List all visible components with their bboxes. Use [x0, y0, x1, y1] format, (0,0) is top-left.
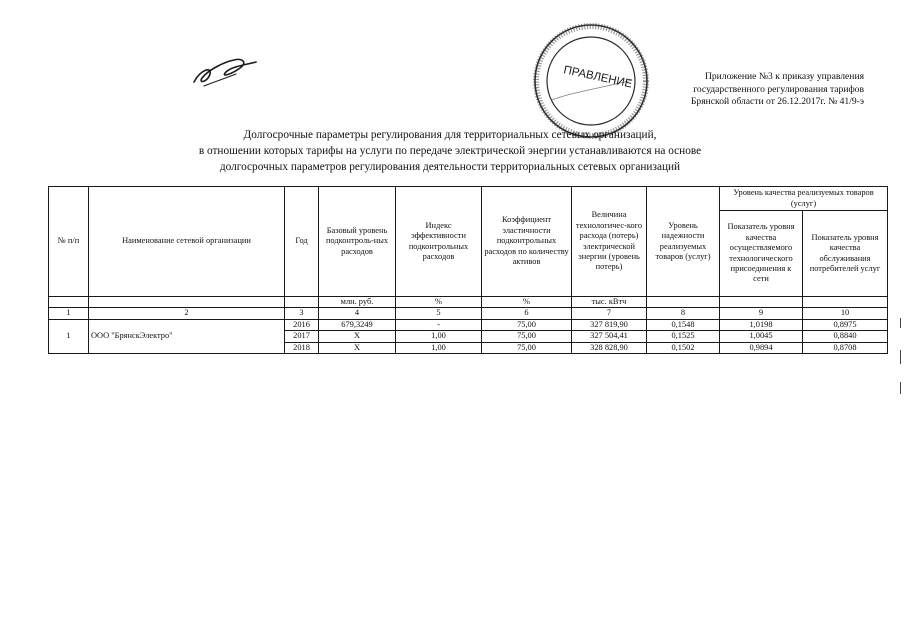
title-line-3: долгосрочных параметров регулирования деятельности территориальных сетевых организаций	[219, 161, 681, 173]
cell-base: Х	[319, 342, 396, 353]
col-number: 4	[319, 308, 396, 319]
cell-year: 2017	[285, 331, 319, 342]
cell-serv: 0,8708	[803, 342, 888, 353]
header-quality-group: Уровень качества реализуемых товаров (услуг)	[720, 187, 888, 211]
col-number: 3	[285, 308, 319, 319]
header-year: Год	[285, 187, 319, 297]
cell-year: 2018	[285, 342, 319, 353]
col-number: 5	[396, 308, 482, 319]
col-number: 7	[572, 308, 647, 319]
header-quality-conn: Показатель уровня качества осуществляемого технологического присоединения к сети	[720, 211, 803, 297]
col-number: 8	[647, 308, 720, 319]
header-losses: Величина технологичес-кого расхода (потерь) электрической энергии (уровень потерь)	[572, 187, 647, 297]
scan-mark	[900, 350, 901, 364]
scan-mark	[900, 382, 901, 394]
unit-base: млн. руб.	[319, 297, 396, 308]
unit-index: %	[396, 297, 482, 308]
cell-serv: 0,8840	[803, 331, 888, 342]
cell-conn: 1,0045	[720, 331, 803, 342]
appendix-line-1: Приложение №3 к приказу управления	[704, 71, 864, 82]
cell-conn: 1,0198	[720, 319, 803, 330]
cell-base: 679,3249	[319, 319, 396, 330]
column-numbers-row	[49, 308, 888, 319]
cell-index: -	[396, 319, 482, 330]
cell-losses: 328 828,90	[572, 342, 647, 353]
title-line-2: в отношении которых тарифы на услуги по передаче электрической энергии устанавливаются на основе	[198, 145, 702, 157]
signature-icon	[190, 52, 260, 92]
cell-losses: 327 819,90	[572, 319, 647, 330]
cell-index: 1,00	[396, 342, 482, 353]
cell-coef: 75,00	[482, 342, 572, 353]
cell-conn: 0,9894	[720, 342, 803, 353]
appendix-line-2: государственного регулирования тарифов	[693, 83, 864, 95]
cell-coef: 75,00	[482, 331, 572, 342]
col-number: 1	[49, 308, 89, 319]
title-line-1: Долгосрочные параметры регулирования для территориальных сетевых организаций,	[243, 129, 657, 141]
cell-reliability: 0,1525	[647, 331, 720, 342]
cell-reliability: 0,1502	[647, 342, 720, 353]
header-quality-serv: Показатель уровня качества обслуживания потребителей услуг	[803, 211, 888, 297]
stamp-icon	[532, 22, 650, 140]
col-number: 10	[803, 308, 888, 319]
parameters-table	[48, 186, 888, 354]
header-name: Наименование сетевой организации	[89, 187, 285, 297]
appendix-line-3: Брянской области от 26.12.2017г. № 41/9-э	[690, 96, 864, 108]
cell-coef: 75,00	[482, 319, 572, 330]
col-number: 9	[720, 308, 803, 319]
header-reliability: Уровень надежности реализуемых товаров (услуг)	[647, 187, 720, 297]
col-number: 6	[482, 308, 572, 319]
stamp-text: ПРАВЛЕНИЕ	[562, 64, 634, 91]
scan-mark	[900, 318, 901, 328]
unit-losses: тыс. кВтч	[572, 297, 647, 308]
col-number: 2	[89, 308, 285, 319]
header-num: № п/п	[49, 187, 89, 297]
header-index: Индекс эффективности подконтрольных расходов	[396, 187, 482, 297]
header-base: Базовый уровень подконтроль-ных расходов	[319, 187, 396, 297]
unit-coef: %	[482, 297, 572, 308]
table-row	[49, 319, 888, 330]
header-coef: Коэффициент эластичности подконтрольных расходов по количеству активов	[482, 187, 572, 297]
cell-base: Х	[319, 331, 396, 342]
document-title	[140, 127, 760, 175]
cell-reliability: 0,1548	[647, 319, 720, 330]
cell-serv: 0,8975	[803, 319, 888, 330]
org-name: ООО "БрянскЭлектро"	[89, 319, 285, 353]
cell-year: 2016	[285, 319, 319, 330]
appendix-header	[664, 71, 864, 109]
cell-losses: 327 504,41	[572, 331, 647, 342]
org-num: 1	[49, 319, 89, 353]
cell-index: 1,00	[396, 331, 482, 342]
